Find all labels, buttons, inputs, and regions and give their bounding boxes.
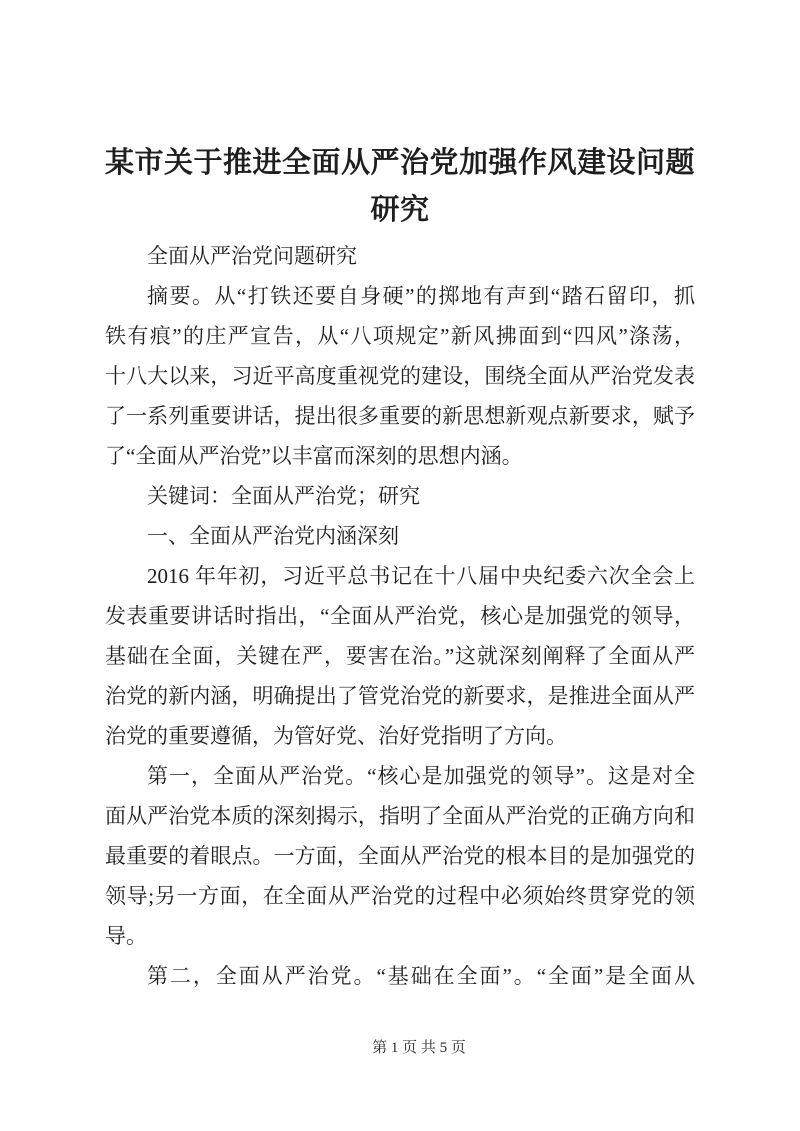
text-line: 领导;另一方面，在全面从严治党的过程中必须始终贯穿党的领: [105, 884, 695, 908]
section-heading: [105, 516, 695, 556]
text-line: 了一系列重要讲话，提出很多重要的新思想新观点新要求，赋予: [105, 404, 695, 428]
text-line: 发表重要讲话时指出，“全面从严治党，核心是加强党的领导，: [105, 604, 695, 628]
document-title: 某市关于推进全面从严治党加强作风建设问题研究: [105, 147, 696, 226]
text-line: 最重要的着眼点。一方面，全面从严治党的根本目的是加强党的: [105, 844, 695, 868]
text-line: 摘要。从“打铁还要自身硬”的掷地有声到“踏石留印，抓: [147, 284, 695, 308]
text-line: 导。: [105, 924, 147, 948]
text-line: 一、全面从严治党内涵深刻: [147, 524, 399, 548]
text-line: 第二，全面从严治党。“基础在全面”。“全面”是全面从: [147, 964, 695, 988]
text-line: 关键词：全面从严治党；研究: [147, 484, 420, 508]
text-line: 治党的新内涵，明确提出了管党治党的新要求，是推进全面从严: [105, 684, 695, 708]
text-line: 了“全面从严治党”以丰富而深刻的思想内涵。: [105, 444, 523, 468]
abstract-paragraph: [105, 276, 695, 476]
text-line: 治党的重要遵循，为管好党、治好党指明了方向。: [105, 724, 567, 748]
document-subtitle: [105, 236, 695, 276]
text-line: 铁有痕”的庄严宣告，从“八项规定”新风拂面到“四风”涤荡，: [105, 324, 695, 348]
text-line: 面从严治党本质的深刻揭示，指明了全面从严治党的正确方向和: [105, 804, 695, 828]
text-line: 全面从严治党问题研究: [147, 244, 357, 268]
text-line: 2016 年年初，习近平总书记在十八届中央纪委六次全会上: [147, 564, 695, 588]
keywords-line: [105, 476, 695, 516]
page-number-label: 第 1 页 共 5 页: [372, 1040, 466, 1056]
page-footer: [125, 1036, 713, 1057]
document-body: [105, 236, 695, 996]
body-paragraph-second-point: [105, 956, 695, 996]
body-paragraph-2016: [105, 556, 695, 756]
text-line: 十八大以来，习近平高度重视党的建设，围绕全面从严治党发表: [105, 364, 695, 388]
text-line: 第一，全面从严治党。“核心是加强党的领导”。这是对全: [147, 764, 695, 788]
body-paragraph-first-point: [105, 756, 695, 956]
text-line: 基础在全面，关键在严，要害在治。”这就深刻阐释了全面从严: [105, 644, 695, 668]
